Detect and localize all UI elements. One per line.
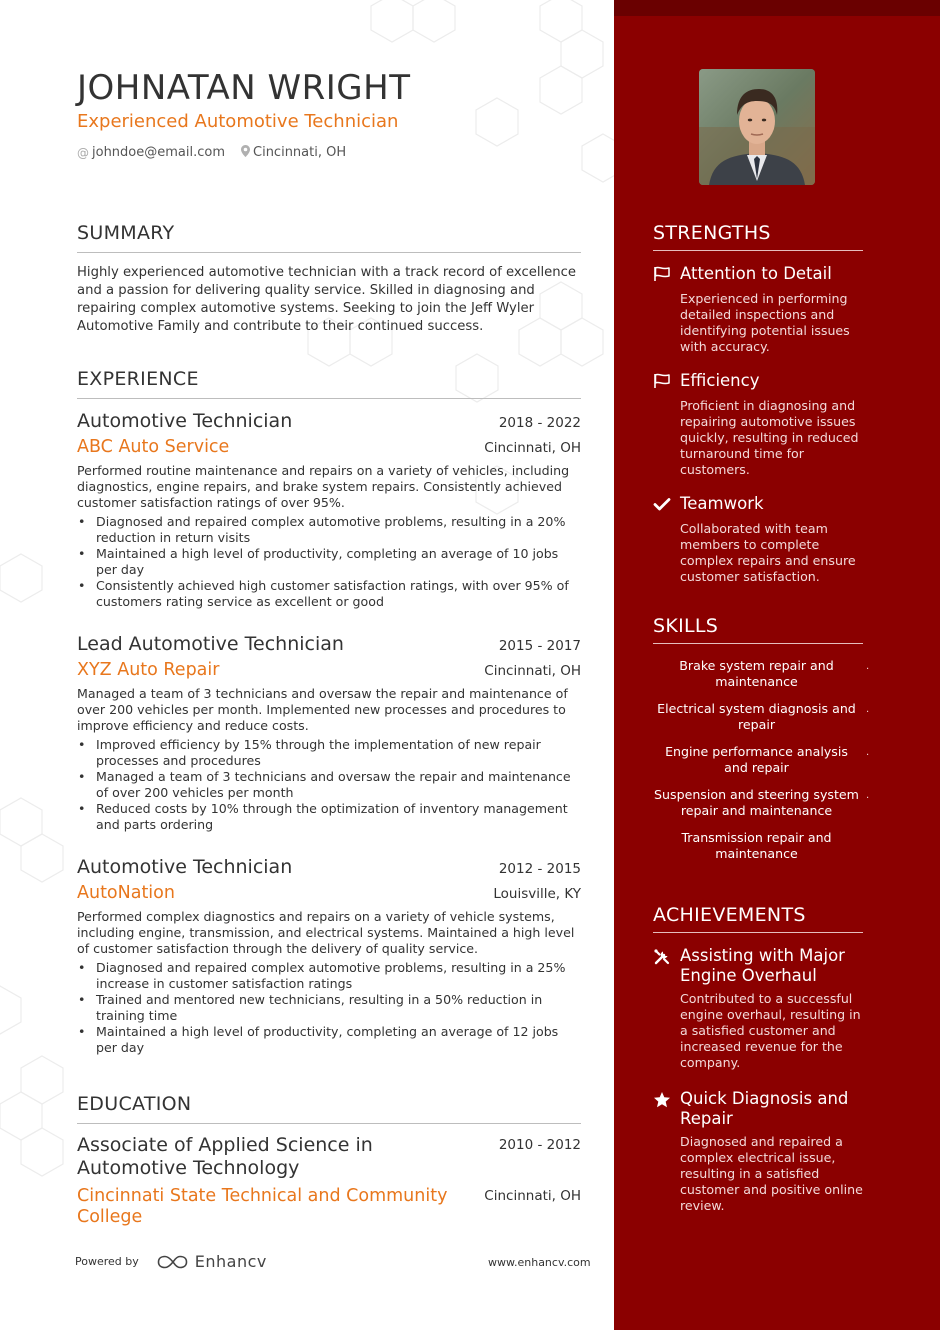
skill-separator-dot: · <box>866 664 870 675</box>
strength-description: Proficient in diagnosing and repairing automotive issues quickly, resulting in reduced turnaround time for customers. <box>680 398 859 477</box>
job-description: Performed complex diagnostics and repairs on a variety of vehicle systems, including engine, transmission, and electrical systems. Maintained a high level of customer satisfaction through the delivery of quality service. <box>77 909 575 956</box>
achievement-title: Assisting with Major Engine Overhaul <box>680 946 845 985</box>
job-dates: 2018 - 2022 <box>498 415 581 431</box>
job-bullet: • Reduced costs by 10% through the optimization of inventory management and parts ordering <box>77 801 581 833</box>
education-entry <box>77 1134 581 1228</box>
candidate-role: Experienced Automotive Technician <box>77 111 399 132</box>
powered-by <box>75 1252 267 1271</box>
email-text[interactable]: johndoe@email.com <box>92 145 225 160</box>
star-icon <box>653 1089 680 1113</box>
education-degree: Associate of Applied Science in Automotive Technology <box>77 1134 373 1179</box>
location-pin-icon <box>241 145 250 160</box>
strength-title: Attention to Detail <box>680 264 832 283</box>
skill-item: Engine performance analysis and repair <box>665 744 848 775</box>
strengths-heading: STRENGTHS <box>653 222 863 251</box>
profile-photo <box>699 69 815 185</box>
summary-text: Highly experienced automotive technician with a track record of excellence and a passion for delivering quality service. Skilled in diagnosing and repairing complex automotive systems. Seeking to join the Jeff Wyler Automotive Family and contribute to their continued success. <box>77 265 577 334</box>
skill-item: Brake system repair and maintenance <box>679 658 834 689</box>
job-bullet-list <box>77 960 581 1056</box>
achievement-description: Contributed to a successful engine overhaul, resulting in a satisfied customer and increased revenue for the company. <box>680 991 861 1070</box>
job-bullet: • Improved efficiency by 15% through the implementation of new repair processes and procedures <box>77 737 581 769</box>
skill-separator-dot: · <box>866 793 870 804</box>
strength-item <box>653 494 868 585</box>
skills-heading: SKILLS <box>653 615 863 644</box>
enhancv-brand[interactable]: Enhancv <box>194 1252 267 1271</box>
sidebar <box>614 0 940 1330</box>
job-entry <box>77 856 581 1056</box>
achievements-heading: ACHIEVEMENTS <box>653 904 863 933</box>
achievement-item <box>653 1089 868 1214</box>
job-bullet: • Diagnosed and repaired complex automotive problems, resulting in a 25% increase in customer satisfaction ratings <box>77 960 581 992</box>
achievement-item <box>653 946 868 1071</box>
job-bullet-list <box>77 737 581 833</box>
strength-description: Collaborated with team members to complete complex repairs and ensure customer satisfaction. <box>680 521 856 584</box>
job-bullet-list <box>77 514 581 610</box>
strength-title: Teamwork <box>680 494 764 513</box>
job-title: Automotive Technician <box>77 856 293 878</box>
summary-heading: SUMMARY <box>77 222 581 253</box>
job-dates: 2015 - 2017 <box>498 638 581 654</box>
check-icon <box>653 494 680 516</box>
skill-item: Electrical system diagnosis and repair <box>657 701 856 732</box>
education-dates: 2010 - 2012 <box>498 1137 581 1153</box>
education-heading: EDUCATION <box>77 1093 581 1124</box>
job-location: Cincinnati, OH <box>484 440 581 456</box>
strength-description: Experienced in performing detailed inspections and identifying potential issues with accuracy. <box>680 291 850 354</box>
job-bullet: • Diagnosed and repaired complex automotive problems, resulting in a 20% reduction in return visits <box>77 514 581 546</box>
enhancv-url[interactable]: www.enhancv.com <box>488 1256 591 1269</box>
job-company: ABC Auto Service <box>77 437 230 457</box>
job-entry <box>77 633 581 833</box>
job-company: AutoNation <box>77 883 175 903</box>
strength-item <box>653 264 868 355</box>
job-title: Lead Automotive Technician <box>77 633 344 655</box>
enhancv-logo-icon <box>157 1254 188 1270</box>
education-school: Cincinnati State Technical and Community College <box>77 1186 448 1227</box>
at-icon: @ <box>77 145 89 160</box>
achievement-description: Diagnosed and repaired a complex electrical issue, resulting in a satisfied customer and positive online review. <box>680 1134 863 1213</box>
skill-item: Transmission repair and maintenance <box>681 830 832 861</box>
job-bullet: • Maintained a high level of productivity, completing an average of 10 jobs per day <box>77 546 581 578</box>
job-title: Automotive Technician <box>77 410 293 432</box>
experience-heading: EXPERIENCE <box>77 368 581 399</box>
job-location: Cincinnati, OH <box>484 663 581 679</box>
powered-by-label: Powered by <box>75 1255 139 1268</box>
achievement-title: Quick Diagnosis and Repair <box>680 1089 849 1128</box>
job-bullet: • Trained and mentored new technicians, resulting in a 50% reduction in training time <box>77 992 581 1024</box>
job-company: XYZ Auto Repair <box>77 660 220 680</box>
job-dates: 2012 - 2015 <box>498 861 581 877</box>
job-entry <box>77 410 581 610</box>
job-bullet: • Consistently achieved high customer satisfaction ratings, with over 95% of customers rating service as excellent or good <box>77 578 581 610</box>
candidate-name: JOHNATAN WRIGHT <box>77 68 411 108</box>
skill-item: Suspension and steering system repair and maintenance <box>654 787 859 818</box>
contact-info <box>77 145 346 160</box>
job-description: Managed a team of 3 technicians and oversaw the repair and maintenance of over 200 vehicles per month. Implemented new processes and procedures to improve efficiency and reduce costs. <box>77 686 568 733</box>
flag-icon <box>653 264 680 286</box>
job-bullet: • Maintained a high level of productivity, completing an average of 12 jobs per day <box>77 1024 581 1056</box>
flag-icon <box>653 371 680 393</box>
job-bullet: • Managed a team of 3 technicians and oversaw the repair and maintenance of over 200 vehicles per month <box>77 769 581 801</box>
strength-item <box>653 371 868 478</box>
strength-title: Efficiency <box>680 371 760 390</box>
location-text: Cincinnati, OH <box>253 145 347 160</box>
tools-icon <box>653 946 680 970</box>
education-location: Cincinnati, OH <box>484 1188 581 1204</box>
sidebar-top-band <box>614 0 940 16</box>
skill-separator-dot: · <box>866 707 870 718</box>
job-location: Louisville, KY <box>493 886 581 902</box>
job-description: Performed routine maintenance and repairs on a variety of vehicles, including diagnostics, engine repairs, and brake system repairs. Consistently achieved customer satisfaction ratings of over 95%. <box>77 463 570 510</box>
skill-separator-dot: · <box>866 750 870 761</box>
